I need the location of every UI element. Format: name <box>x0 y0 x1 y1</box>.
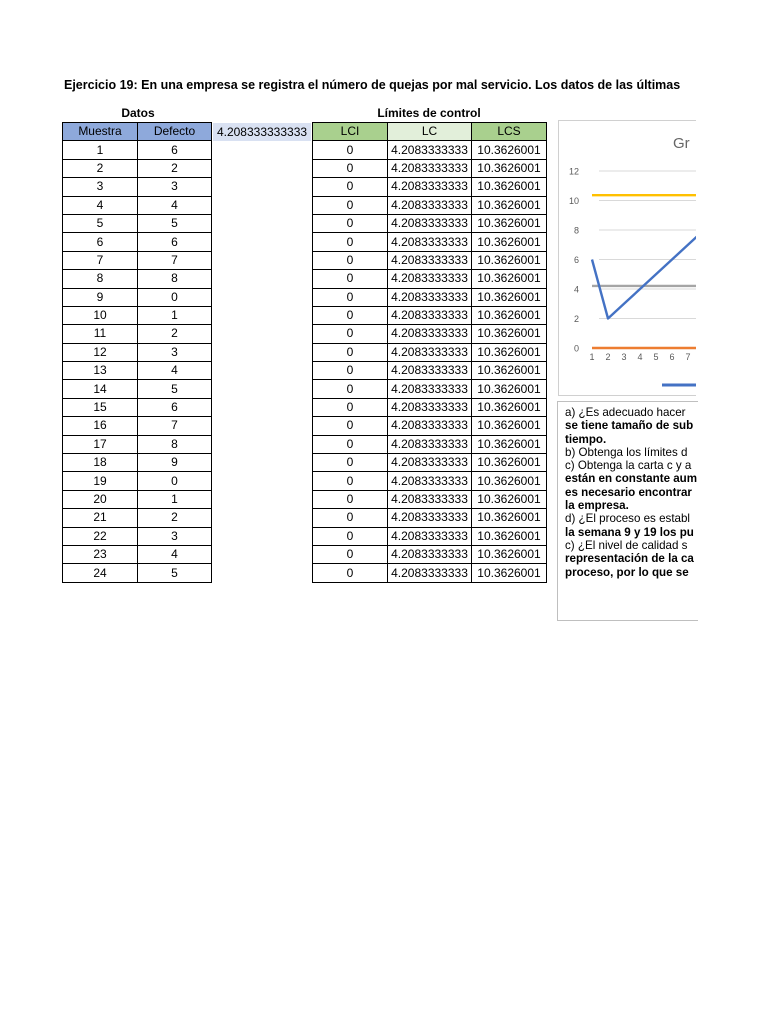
x-tick-label: 7 <box>685 352 691 362</box>
table-row <box>313 306 547 324</box>
table-row <box>63 325 212 343</box>
lcs-cell[interactable]: 10.3626001 <box>472 435 547 453</box>
lcs-cell[interactable]: 10.3626001 <box>472 178 547 196</box>
lci-cell[interactable]: 0 <box>313 435 388 453</box>
question-line: están en constante aum <box>565 472 698 486</box>
lc-cell[interactable]: 4.2083333333 <box>388 196 472 214</box>
y-tick-label: 10 <box>568 196 579 206</box>
table-row <box>313 214 547 232</box>
datos-table <box>62 122 212 583</box>
table-row <box>313 233 547 251</box>
defecto-cell[interactable]: 0 <box>138 288 212 306</box>
header-lci[interactable]: LCI <box>313 123 388 141</box>
lc-cell[interactable]: 4.2083333333 <box>388 472 472 490</box>
table-row <box>313 196 547 214</box>
lc-cell[interactable]: 4.2083333333 <box>388 288 472 306</box>
muestra-cell[interactable]: 7 <box>63 251 138 269</box>
lcs-cell[interactable]: 10.3626001 <box>472 527 547 545</box>
header-lcs[interactable]: LCS <box>472 123 547 141</box>
lci-cell[interactable]: 0 <box>313 270 388 288</box>
lc-cell[interactable]: 4.2083333333 <box>388 233 472 251</box>
lci-cell[interactable]: 0 <box>313 490 388 508</box>
defecto-cell[interactable]: 2 <box>138 159 212 177</box>
lc-cell[interactable]: 4.2083333333 <box>388 214 472 232</box>
lcs-cell[interactable]: 10.3626001 <box>472 454 547 472</box>
table-row <box>63 435 212 453</box>
table-row <box>63 141 212 159</box>
lcs-cell[interactable]: 10.3626001 <box>472 233 547 251</box>
table-row <box>63 417 212 435</box>
defecto-cell[interactable]: 3 <box>138 343 212 361</box>
table-row <box>63 288 212 306</box>
mean-cell[interactable]: 4.208333333333 <box>213 123 311 141</box>
lc-cell[interactable]: 4.2083333333 <box>388 159 472 177</box>
y-tick-label: 2 <box>573 314 579 324</box>
table-row <box>313 509 547 527</box>
table-row <box>313 417 547 435</box>
defecto-cell[interactable]: 3 <box>138 178 212 196</box>
muestra-cell[interactable]: 5 <box>63 214 138 232</box>
chart-title: Gr <box>673 135 690 152</box>
muestra-cell[interactable]: 24 <box>63 564 138 582</box>
defecto-cell[interactable]: 1 <box>138 490 212 508</box>
lc-cell[interactable]: 4.2083333333 <box>388 527 472 545</box>
lci-cell[interactable]: 0 <box>313 472 388 490</box>
muestra-cell[interactable]: 6 <box>63 233 138 251</box>
muestra-cell[interactable]: 9 <box>63 288 138 306</box>
question-line: la empresa. <box>565 499 629 513</box>
limites-table <box>312 122 547 583</box>
muestra-cell[interactable]: 12 <box>63 343 138 361</box>
lc-cell[interactable]: 4.2083333333 <box>388 362 472 380</box>
lci-cell[interactable]: 0 <box>313 362 388 380</box>
muestra-cell[interactable]: 18 <box>63 454 138 472</box>
table-row <box>63 509 212 527</box>
lcs-cell[interactable]: 10.3626001 <box>472 509 547 527</box>
lc-cell[interactable]: 4.2083333333 <box>388 509 472 527</box>
muestra-cell[interactable]: 3 <box>63 178 138 196</box>
muestra-cell[interactable]: 17 <box>63 435 138 453</box>
question-line: tiempo. <box>565 432 607 446</box>
muestra-cell[interactable]: 16 <box>63 417 138 435</box>
table-row <box>313 270 547 288</box>
questions-box[interactable] <box>557 401 698 621</box>
muestra-cell[interactable]: 1 <box>63 141 138 159</box>
question-line: proceso, por lo que se <box>565 565 689 579</box>
lcs-cell[interactable]: 10.3626001 <box>472 196 547 214</box>
table-row <box>313 141 547 159</box>
defecto-cell[interactable]: 4 <box>138 545 212 563</box>
table-row <box>313 380 547 398</box>
lcs-cell[interactable]: 10.3626001 <box>472 398 547 416</box>
muestra-cell[interactable]: 19 <box>63 472 138 490</box>
question-line: c) ¿El nivel de calidad s <box>565 538 688 552</box>
table-row <box>63 214 212 232</box>
lci-cell[interactable]: 0 <box>313 509 388 527</box>
lci-cell[interactable]: 0 <box>313 417 388 435</box>
lcs-cell[interactable]: 10.3626001 <box>472 306 547 324</box>
lci-cell[interactable]: 0 <box>313 343 388 361</box>
lc-cell[interactable]: 4.2083333333 <box>388 454 472 472</box>
defecto-cell[interactable]: 2 <box>138 325 212 343</box>
defecto-cell[interactable]: 6 <box>138 398 212 416</box>
muestra-cell[interactable]: 23 <box>63 545 138 563</box>
lci-cell[interactable]: 0 <box>313 380 388 398</box>
table-row <box>313 490 547 508</box>
table-row <box>313 564 547 582</box>
lc-cell[interactable]: 4.2083333333 <box>388 545 472 563</box>
lci-cell[interactable]: 0 <box>313 159 388 177</box>
lci-cell[interactable]: 0 <box>313 196 388 214</box>
defecto-cell[interactable]: 1 <box>138 306 212 324</box>
lcs-cell[interactable]: 10.3626001 <box>472 343 547 361</box>
x-tick-label: 3 <box>621 352 627 362</box>
table-row <box>313 454 547 472</box>
defecto-cell[interactable]: 5 <box>138 380 212 398</box>
table-row <box>63 343 212 361</box>
table-row <box>313 343 547 361</box>
lc-cell[interactable]: 4.2083333333 <box>388 141 472 159</box>
y-tick-label: 12 <box>568 166 579 177</box>
table-row <box>63 233 212 251</box>
defecto-cell[interactable]: 0 <box>138 472 212 490</box>
lcs-cell[interactable]: 10.3626001 <box>472 564 547 582</box>
lci-cell[interactable]: 0 <box>313 527 388 545</box>
x-tick-label: 5 <box>653 352 659 362</box>
exercise-heading: Ejercicio 19: En una empresa se registra el número de quejas por mal servicio. Los datos de las últimas <box>64 78 681 92</box>
lci-cell[interactable]: 0 <box>313 288 388 306</box>
lci-cell[interactable]: 0 <box>313 214 388 232</box>
muestra-cell[interactable]: 15 <box>63 398 138 416</box>
muestra-cell[interactable]: 2 <box>63 159 138 177</box>
lcs-cell[interactable]: 10.3626001 <box>472 251 547 269</box>
question-line: representación de la ca <box>565 552 694 566</box>
table-row <box>63 398 212 416</box>
table-row <box>63 196 212 214</box>
table-row <box>313 527 547 545</box>
muestra-cell[interactable]: 21 <box>63 509 138 527</box>
muestra-cell[interactable]: 8 <box>63 270 138 288</box>
y-tick-label: 0 <box>573 343 579 354</box>
limites-label: Límites de control <box>377 106 481 120</box>
table-row <box>63 178 212 196</box>
table-row <box>63 270 212 288</box>
table-row <box>313 178 547 196</box>
muestra-cell[interactable]: 4 <box>63 196 138 214</box>
table-row <box>63 545 212 563</box>
lcs-cell[interactable]: 10.3626001 <box>472 325 547 343</box>
x-tick-label: 4 <box>637 352 643 362</box>
lc-cell[interactable]: 4.2083333333 <box>388 325 472 343</box>
x-tick-label: 1 <box>589 352 595 362</box>
defecto-cell[interactable]: 5 <box>138 214 212 232</box>
lcs-cell[interactable]: 10.3626001 <box>472 141 547 159</box>
series-line <box>592 215 696 348</box>
defecto-cell[interactable]: 7 <box>138 417 212 435</box>
lcs-cell[interactable]: 10.3626001 <box>472 270 547 288</box>
y-tick-label: 8 <box>573 225 579 236</box>
table-row <box>313 435 547 453</box>
header-defecto[interactable]: Defecto <box>138 123 212 141</box>
defecto-cell[interactable]: 5 <box>138 564 212 582</box>
defecto-cell[interactable]: 9 <box>138 454 212 472</box>
y-tick-label: 4 <box>573 284 579 295</box>
table-row <box>63 251 212 269</box>
muestra-cell[interactable]: 14 <box>63 380 138 398</box>
question-line: la semana 9 y 19 los pu <box>565 525 694 539</box>
defecto-cell[interactable]: 4 <box>138 196 212 214</box>
defecto-cell[interactable]: 4 <box>138 362 212 380</box>
table-row <box>63 380 212 398</box>
question-line: d) ¿El proceso es establ <box>565 512 691 526</box>
defecto-cell[interactable]: 8 <box>138 270 212 288</box>
header-lc[interactable]: LC <box>388 123 472 141</box>
lc-cell[interactable]: 4.2083333333 <box>388 398 472 416</box>
table-row <box>63 527 212 545</box>
lcs-cell[interactable]: 10.3626001 <box>472 362 547 380</box>
control-chart[interactable] <box>558 120 696 396</box>
question-line: b) Obtenga los límites d <box>565 445 688 459</box>
question-line: se tiene tamaño de sub <box>565 419 694 433</box>
lci-cell[interactable]: 0 <box>313 545 388 563</box>
table-row <box>313 288 547 306</box>
lci-cell[interactable]: 0 <box>313 325 388 343</box>
question-line: c) Obtenga la carta c y a <box>565 459 692 473</box>
table-row <box>313 472 547 490</box>
x-tick-label: 2 <box>605 352 611 362</box>
lci-cell[interactable]: 0 <box>313 454 388 472</box>
lcs-cell[interactable]: 10.3626001 <box>472 417 547 435</box>
lc-cell[interactable]: 4.2083333333 <box>388 417 472 435</box>
muestra-cell[interactable]: 20 <box>63 490 138 508</box>
table-row <box>63 472 212 490</box>
lci-cell[interactable]: 0 <box>313 398 388 416</box>
lci-cell[interactable]: 0 <box>313 306 388 324</box>
lci-cell[interactable]: 0 <box>313 233 388 251</box>
lcs-cell[interactable]: 10.3626001 <box>472 472 547 490</box>
table-row <box>313 545 547 563</box>
questions-text <box>565 406 698 579</box>
lcs-cell[interactable]: 10.3626001 <box>472 159 547 177</box>
question-line: es necesario encontrar <box>565 485 692 499</box>
table-row <box>313 325 547 343</box>
lcs-cell[interactable]: 10.3626001 <box>472 288 547 306</box>
table-row <box>313 159 547 177</box>
question-line: a) ¿Es adecuado hacer <box>565 406 686 419</box>
lc-cell[interactable]: 4.2083333333 <box>388 251 472 269</box>
defecto-cell[interactable]: 6 <box>138 233 212 251</box>
lci-cell[interactable]: 0 <box>313 178 388 196</box>
defecto-cell[interactable]: 6 <box>138 141 212 159</box>
table-row <box>63 159 212 177</box>
muestra-cell[interactable]: 10 <box>63 306 138 324</box>
header-muestra[interactable]: Muestra <box>63 123 138 141</box>
muestra-cell[interactable]: 22 <box>63 527 138 545</box>
defecto-cell[interactable]: 7 <box>138 251 212 269</box>
chart-plot <box>559 121 696 395</box>
table-row <box>63 564 212 582</box>
lci-cell[interactable]: 0 <box>313 251 388 269</box>
lc-cell[interactable]: 4.2083333333 <box>388 490 472 508</box>
lc-cell[interactable]: 4.2083333333 <box>388 270 472 288</box>
lc-cell[interactable]: 4.2083333333 <box>388 435 472 453</box>
x-tick-label: 6 <box>669 352 675 362</box>
lc-cell[interactable]: 4.2083333333 <box>388 380 472 398</box>
lc-cell[interactable]: 4.2083333333 <box>388 343 472 361</box>
lcs-cell[interactable]: 10.3626001 <box>472 214 547 232</box>
table-row <box>313 398 547 416</box>
table-row <box>313 251 547 269</box>
lci-cell[interactable]: 0 <box>313 564 388 582</box>
defecto-cell[interactable]: 3 <box>138 527 212 545</box>
table-row <box>63 306 212 324</box>
datos-label: Datos <box>121 106 155 120</box>
lc-cell[interactable]: 4.2083333333 <box>388 564 472 582</box>
table-row <box>63 362 212 380</box>
muestra-cell[interactable]: 11 <box>63 325 138 343</box>
lcs-cell[interactable]: 10.3626001 <box>472 490 547 508</box>
lci-cell[interactable]: 0 <box>313 141 388 159</box>
table-row <box>63 490 212 508</box>
lcs-cell[interactable]: 10.3626001 <box>472 380 547 398</box>
defecto-cell[interactable]: 8 <box>138 435 212 453</box>
defecto-cell[interactable]: 2 <box>138 509 212 527</box>
muestra-cell[interactable]: 13 <box>63 362 138 380</box>
lc-cell[interactable]: 4.2083333333 <box>388 178 472 196</box>
table-row <box>63 454 212 472</box>
lcs-cell[interactable]: 10.3626001 <box>472 545 547 563</box>
lc-cell[interactable]: 4.2083333333 <box>388 306 472 324</box>
y-tick-label: 6 <box>573 255 579 265</box>
table-row <box>313 362 547 380</box>
